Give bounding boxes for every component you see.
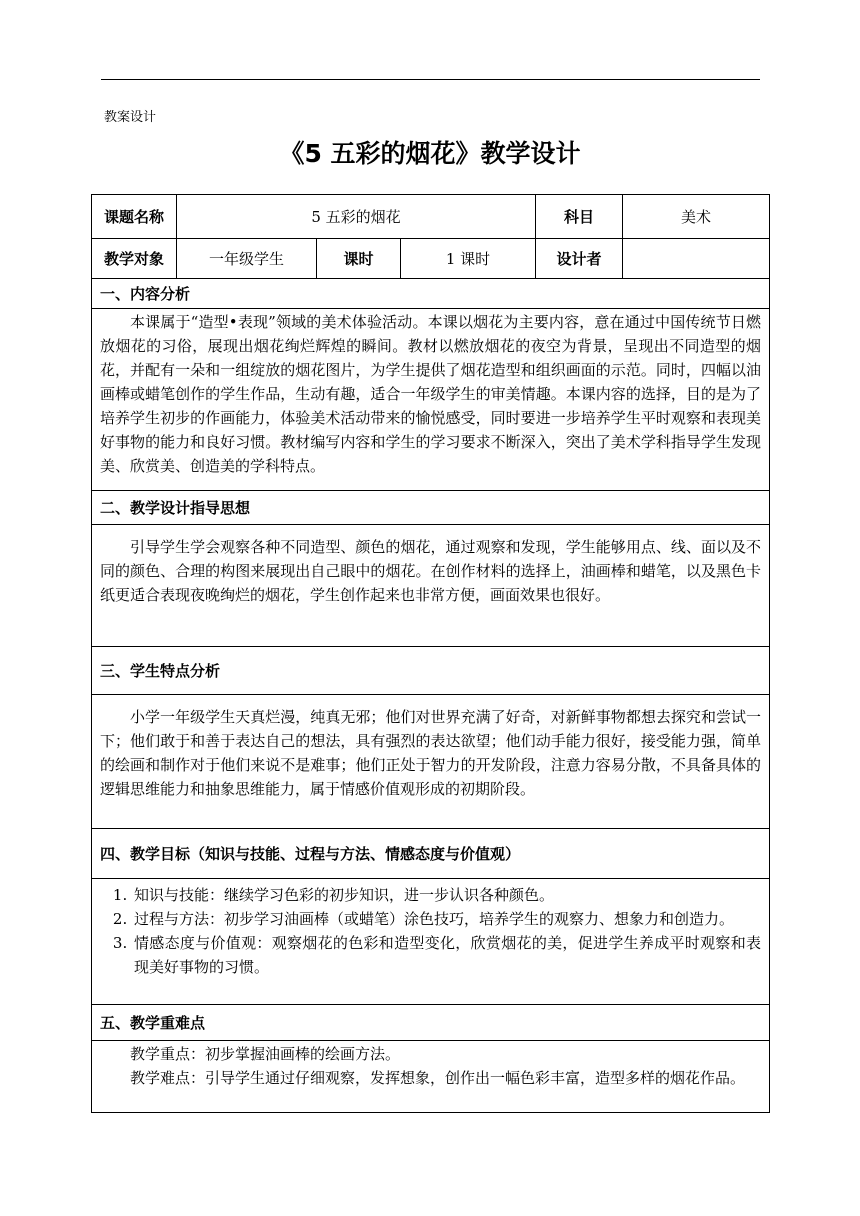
section-objectives-head <box>92 829 770 879</box>
hours-label: 课时 <box>317 239 401 279</box>
section-heading: 四、教学目标（知识与技能、过程与方法、情感态度与价值观） <box>92 829 770 879</box>
audience-value: 一年级学生 <box>177 239 317 279</box>
difficulty-text: 教学难点：引导学生通过仔细观察，发挥想象，创作出一幅色彩丰富，造型多样的烟花作品。 <box>130 1069 746 1087</box>
objectives-list <box>92 883 769 979</box>
section-heading: 二、教学设计指导思想 <box>92 491 770 525</box>
section-heading: 三、学生特点分析 <box>92 647 770 695</box>
document-title: 《5 五彩的烟花》教学设计 <box>279 139 581 168</box>
hours-value: 1 课时 <box>401 239 536 279</box>
section-content-analysis-body <box>92 309 770 491</box>
guiding-idea-text: 引导学生学会观察各种不同造型、颜色的烟花，通过观察和发现，学生能够用点、线、面以及不同的颜色、合理的构图来展现出自己眼中的烟花。在创作材料的选择上，油画棒和蜡笔，以及黑色卡纸更适合表现夜晚绚烂的烟花，学生创作起来也非常方便，画面效果也很好。 <box>100 538 762 604</box>
audience-label: 教学对象 <box>92 239 177 279</box>
designer-label: 设计者 <box>536 239 623 279</box>
section-student-analysis-body <box>92 695 770 829</box>
section-guiding-idea-head <box>92 491 770 525</box>
section-heading: 一、内容分析 <box>92 279 770 309</box>
content-analysis-text: 本课属于“造型•表现”领域的美术体验活动。本课以烟花为主要内容，意在通过中国传统节日燃放烟花的习俗，展现出烟花绚烂辉煌的瞬间。教材以燃放烟花的夜空为背景，呈现出不同造型的烟花，并配有一朵和一组绽放的烟花图片，为学生提供了烟花造型和组织画面的示范。同时，四幅以油画棒或蜡笔创作的学生作品，生动有趣，适合一年级学生的审美情趣。本课内容的选择，目的是为了培养学生初步的作画能力，体验美术活动带来的愉悦感受，同时要进一步培养学生平时观察和表现美好事物的能力和良好习惯。教材编写内容和学生的学习要求不断深入，突出了美术学科指导学生发现美、欣赏美、创造美的学科特点。 <box>100 313 762 475</box>
section-key-points-body <box>92 1041 770 1113</box>
section-key-points-head <box>92 1005 770 1041</box>
list-item: 1. 知识与技能：继续学习色彩的初步知识，进一步认识各种颜色。 <box>132 883 761 907</box>
subject-value: 美术 <box>623 195 770 239</box>
header-label: 教案设计 <box>104 110 157 125</box>
topic-label: 课题名称 <box>92 195 177 239</box>
student-analysis-text: 小学一年级学生天真烂漫，纯真无邪；他们对世界充满了好奇，对新鲜事物都想去探究和尝试一下；他们敢于和善于表达自己的想法，具有强烈的表达欲望；他们动手能力很好，接受能力强，简单的绘画和制作对于他们来说不是难事；他们正处于智力的开发阶段，注意力容易分散，不具备具体的逻辑思维能力和抽象思维能力，属于情感价值观形成的初期阶段。 <box>100 708 762 798</box>
lesson-plan-table <box>91 194 770 1113</box>
topic-value: 5 五彩的烟花 <box>177 195 536 239</box>
designer-value <box>623 239 770 279</box>
header-rule <box>101 79 760 80</box>
info-row-topic <box>92 195 770 239</box>
section-content-analysis-head <box>92 279 770 309</box>
section-heading: 五、教学重难点 <box>92 1005 770 1041</box>
key-point-text: 教学重点：初步掌握油画棒的绘画方法。 <box>130 1045 401 1063</box>
list-item: 3. 情感态度与价值观：观察烟花的色彩和造型变化，欣赏烟花的美，促进学生养成平时观察和表现美好事物的习惯。 <box>132 931 761 979</box>
section-objectives-body <box>92 879 770 1005</box>
subject-label: 科目 <box>536 195 623 239</box>
info-row-audience <box>92 239 770 279</box>
list-item: 2. 过程与方法：初步学习油画棒（或蜡笔）涂色技巧，培养学生的观察力、想象力和创造力。 <box>132 907 761 931</box>
section-guiding-idea-body <box>92 525 770 647</box>
section-student-analysis-head <box>92 647 770 695</box>
